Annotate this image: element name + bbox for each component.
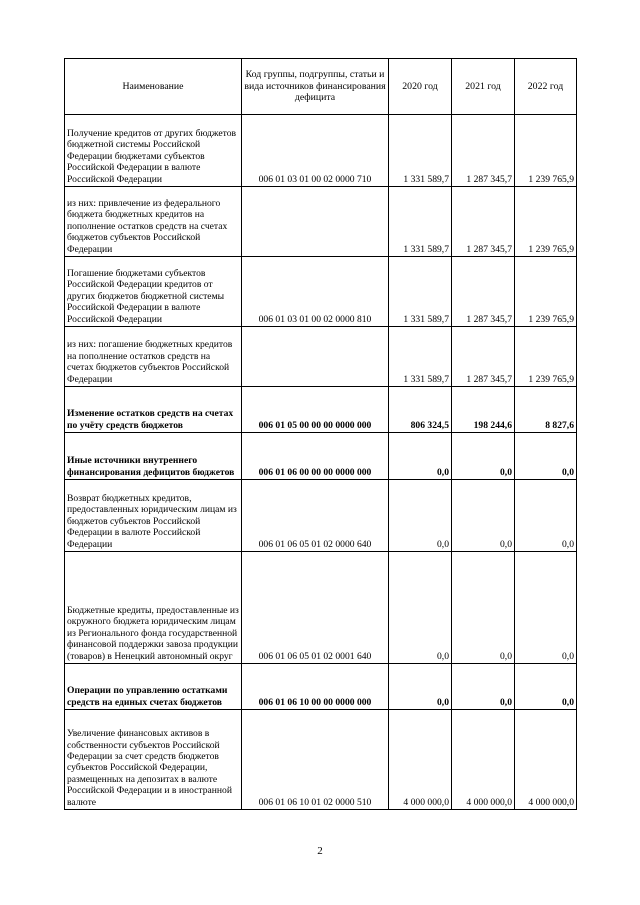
row-value-2022: 0,0 (515, 664, 577, 710)
row-value-2022: 8 827,6 (515, 387, 577, 433)
row-code: 006 01 03 01 00 02 0000 810 (242, 257, 389, 327)
table-row (65, 187, 577, 257)
row-name: Погашение бюджетами субъектов Российской Федерации кредитов от других бюджетов бюджетной системы Российской Федерации в валюте Российской Федерации (65, 257, 242, 327)
row-value-2022: 4 000 000,0 (515, 710, 577, 810)
row-value-2022: 1 239 765,9 (515, 327, 577, 387)
row-value-2020: 1 331 589,7 (389, 187, 452, 257)
row-value-2020: 0,0 (389, 433, 452, 480)
row-value-2022: 0,0 (515, 433, 577, 480)
row-name: Возврат бюджетных кредитов, предоставленных юридическим лицам из бюджетов субъектов Российской Федерации в валюте Российской Федерации (65, 480, 242, 552)
header-2020: 2020 год (389, 59, 452, 115)
row-value-2021: 0,0 (452, 552, 515, 664)
row-code: 006 01 06 05 01 02 0001 640 (242, 552, 389, 664)
row-value-2021: 198 244,6 (452, 387, 515, 433)
table-row (65, 710, 577, 810)
row-value-2020: 1 331 589,7 (389, 257, 452, 327)
header-2021: 2021 год (452, 59, 515, 115)
header-name: Наименование (65, 59, 242, 115)
table-row (65, 480, 577, 552)
row-value-2020: 0,0 (389, 480, 452, 552)
row-value-2021: 4 000 000,0 (452, 710, 515, 810)
row-value-2022: 1 239 765,9 (515, 257, 577, 327)
row-name: Изменение остатков средств на счетах по учёту средств бюджетов (65, 387, 242, 433)
row-value-2021: 1 287 345,7 (452, 187, 515, 257)
row-value-2020: 806 324,5 (389, 387, 452, 433)
header-2022: 2022 год (515, 59, 577, 115)
row-value-2021: 1 287 345,7 (452, 257, 515, 327)
header-code: Код группы, подгруппы, статьи и вида источников финансирования дефицита (242, 59, 389, 115)
row-value-2022: 1 239 765,9 (515, 187, 577, 257)
row-code: 006 01 03 01 00 02 0000 710 (242, 115, 389, 187)
row-name: Операции по управлению остатками средств на единых счетах бюджетов (65, 664, 242, 710)
row-value-2020: 0,0 (389, 664, 452, 710)
row-code: 006 01 06 10 00 00 0000 000 (242, 664, 389, 710)
row-value-2021: 0,0 (452, 664, 515, 710)
page-number: 2 (317, 845, 323, 857)
row-name: Получение кредитов от других бюджетов бюджетной системы Российской Федерации бюджетами субъектов Российской Федерации в валюте Российской Федерации (65, 115, 242, 187)
row-value-2021: 1 287 345,7 (452, 115, 515, 187)
row-name: из них: погашение бюджетных кредитов на пополнение остатков средств на счетах бюджетов субъектов Российской Федерации (65, 327, 242, 387)
row-value-2021: 0,0 (452, 433, 515, 480)
table-header-row (65, 59, 577, 115)
table-row (65, 433, 577, 480)
table-row (65, 327, 577, 387)
table-row (65, 115, 577, 187)
row-code: 006 01 05 00 00 00 0000 000 (242, 387, 389, 433)
table-row (65, 664, 577, 710)
row-value-2021: 0,0 (452, 480, 515, 552)
row-value-2022: 0,0 (515, 480, 577, 552)
budget-sources-table (64, 58, 577, 810)
table-row (65, 257, 577, 327)
row-name: Увеличение финансовых активов в собственности субъектов Российской Федерации за счет средств бюджетов субъектов Российской Федерации, размещенных на депозитах в валюте Российской Федерации и в иностранной валюте (65, 710, 242, 810)
row-value-2020: 4 000 000,0 (389, 710, 452, 810)
row-name: из них: привлечение из федерального бюджета бюджетных кредитов на пополнение остатков средств на счетах бюджетов субъектов Российской Федерации (65, 187, 242, 257)
table-row (65, 387, 577, 433)
row-value-2022: 1 239 765,9 (515, 115, 577, 187)
row-code (242, 187, 389, 257)
row-value-2021: 1 287 345,7 (452, 327, 515, 387)
table-row (65, 552, 577, 664)
row-value-2020: 1 331 589,7 (389, 115, 452, 187)
row-value-2022: 0,0 (515, 552, 577, 664)
row-code (242, 327, 389, 387)
row-code: 006 01 06 05 01 02 0000 640 (242, 480, 389, 552)
row-code: 006 01 06 10 01 02 0000 510 (242, 710, 389, 810)
row-name: Иные источники внутреннего финансирования дефицитов бюджетов (65, 433, 242, 480)
row-value-2020: 1 331 589,7 (389, 327, 452, 387)
row-name: Бюджетные кредиты, предоставленные из окружного бюджета юридическим лицам из Регионального фонда государственной финансовой поддержки завоза продукции (товаров) в Ненецкий автономный округ (65, 552, 242, 664)
row-code: 006 01 06 00 00 00 0000 000 (242, 433, 389, 480)
row-value-2020: 0,0 (389, 552, 452, 664)
